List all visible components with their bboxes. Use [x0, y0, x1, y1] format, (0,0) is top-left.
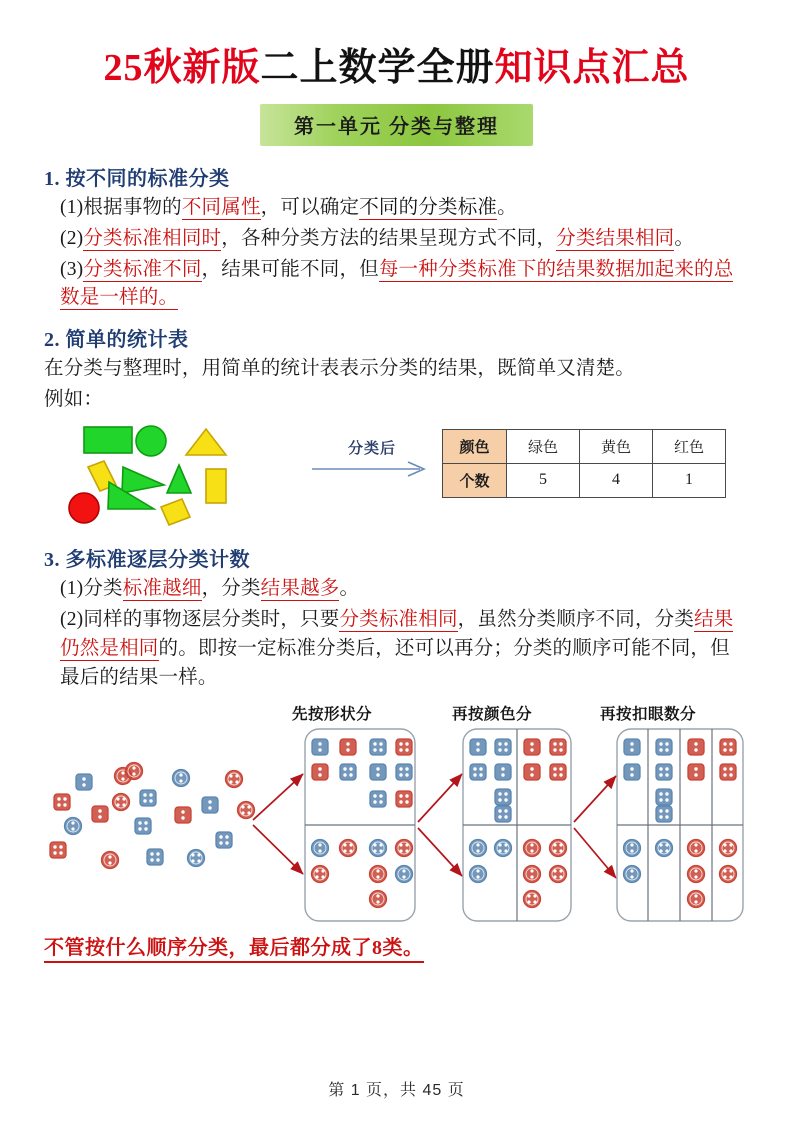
emphasis-text: 每一种分类标准下的结果数据加起来的总数是一样的。 [60, 258, 734, 309]
table-cell-count-1: 5 [507, 463, 580, 497]
item-number: (1) [60, 196, 84, 218]
table-cell-color-1: 绿色 [507, 429, 580, 463]
emphasis-text: 不同的分类标准 [359, 196, 498, 218]
section-heading-1: 1. 按不同的标准分类 [44, 167, 230, 190]
figure-buttons-classification [0, 702, 793, 927]
classification-column-shape [305, 729, 415, 921]
section-heading-2: 2. 简单的统计表 [44, 329, 189, 352]
table-cell-count-2: 4 [580, 463, 653, 497]
arrow-group-2 [418, 774, 462, 876]
shapes-cluster [66, 421, 296, 529]
section-2-body: 在分类与整理时，用简单的统计表表示分类的结果，既简单又清楚。 [44, 358, 636, 380]
section-1-item-1 [44, 194, 749, 223]
shape-green-circle [136, 426, 166, 456]
figure2-label-shape: 先按形状分 [292, 706, 373, 724]
item-number: (3) [60, 258, 84, 280]
item-text: ，各种分类方法的结果呈现方式不同， [221, 227, 557, 249]
unit-banner: 第一单元 分类与整理 [260, 104, 533, 146]
emphasis-text: 分类标准相同时 [83, 227, 222, 249]
emphasis-text: 不同属性 [181, 196, 261, 218]
shape-yellow-rect-rot-2 [161, 499, 190, 525]
emphasis-text: 标准越细 [122, 577, 202, 599]
classify-arrow-icon [312, 460, 432, 478]
buttons-scatter-group [50, 763, 255, 869]
statistics-table [442, 429, 726, 498]
section-2-example-label: 例如： [44, 389, 104, 411]
arrow-group-1 [253, 774, 303, 874]
figure-shapes-to-table [44, 421, 749, 533]
section-1-item-3 [44, 256, 749, 314]
table-row-colors [443, 429, 726, 463]
buttons-diagram-svg [0, 702, 793, 927]
table-cell-color-3: 红色 [653, 429, 726, 463]
shape-green-triangle-tall [167, 465, 191, 493]
item-text: ，分类 [201, 577, 261, 599]
table-row-header-color: 颜色 [443, 429, 507, 463]
table-row-header-count: 个数 [443, 463, 507, 497]
item-text: ，虽然分类顺序不同，分类 [457, 608, 695, 630]
item-text: 根据事物的 [83, 196, 182, 218]
item-text: ，结果可能不同，但 [201, 258, 379, 280]
conclusion-line [0, 931, 793, 960]
emphasis-text: 分类标准相同 [339, 608, 458, 630]
section-heading-3: 3. 多标准逐层分类计数 [44, 548, 250, 571]
section-3-item-2 [44, 606, 749, 693]
item-text: 。 [497, 196, 517, 218]
shape-yellow-triangle [186, 429, 226, 455]
classification-column-color [463, 729, 571, 921]
figure2-label-holes: 再按扣眼数分 [600, 706, 697, 724]
conclusion-text: 不管按什么顺序分类，最后都分成了8类。 [44, 937, 424, 963]
content-area [0, 162, 793, 693]
item-number: (2) [60, 608, 84, 630]
figure2-label-color: 再按颜色分 [452, 706, 533, 724]
item-text: ，可以确定 [260, 196, 360, 218]
shape-green-rect [84, 427, 132, 453]
item-number: (2) [60, 227, 84, 249]
table-row-counts [443, 463, 726, 497]
emphasis-text: 结果越多 [260, 577, 340, 599]
page-title-part1: 25秋新版 [103, 47, 261, 89]
emphasis-text: 分类结果相同 [556, 227, 675, 249]
emphasis-text: 结果仍然是相同 [60, 608, 734, 659]
shapes-svg [66, 421, 301, 529]
classification-column-holes [617, 729, 743, 921]
table-cell-color-2: 黄色 [580, 429, 653, 463]
classify-arrow-label: 分类后 [347, 440, 396, 457]
item-number: (1) [60, 577, 84, 599]
item-text: 同样的事物逐层分类时，只要 [83, 608, 340, 630]
unit-banner-wrap [0, 104, 793, 146]
shape-yellow-rect [206, 469, 226, 503]
section-3-item-1 [44, 575, 749, 604]
page-title-part3: 知识点汇总 [494, 47, 690, 89]
item-text: 。 [674, 227, 695, 249]
item-text: 分类 [83, 577, 123, 599]
page-title-part2: 二上数学全册 [260, 47, 495, 89]
item-text: 。 [339, 577, 360, 599]
emphasis-text: 分类标准不同 [83, 258, 202, 280]
section-1-item-2 [44, 225, 749, 254]
page-title [0, 0, 793, 90]
item-text: 的。即按一定标准分类后，还可以再分；分类的顺序可能不同，但最后的结果一样。 [60, 637, 730, 688]
shape-red-circle [69, 493, 99, 523]
shape-green-triangle-big [122, 467, 164, 493]
table-cell-count-3: 1 [653, 463, 726, 497]
classify-arrow-group [312, 437, 432, 478]
page-footer: 第 1 页，共 45 页 [328, 1082, 465, 1099]
arrow-group-3 [574, 776, 616, 878]
